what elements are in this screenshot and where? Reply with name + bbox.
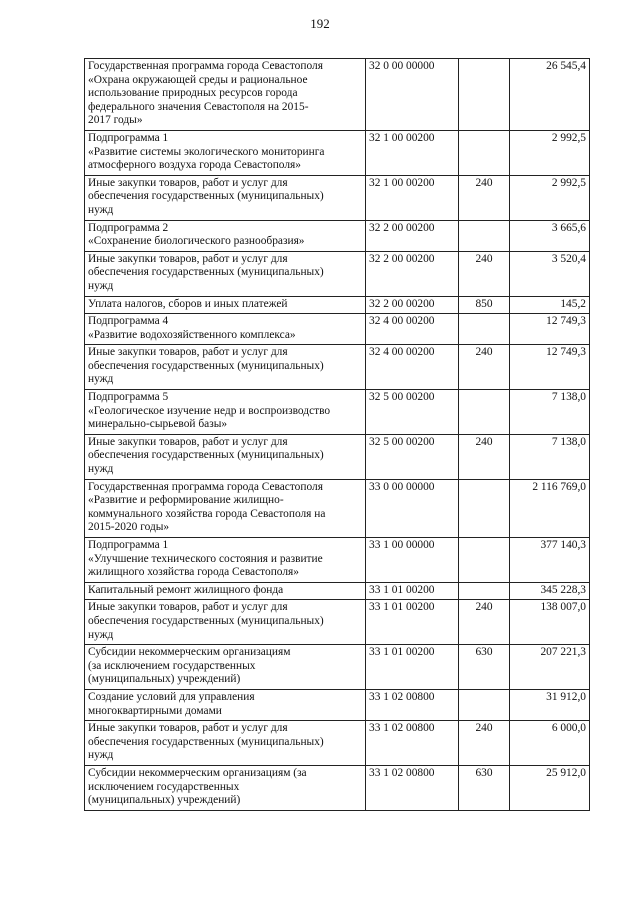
row-name-cell: Иные закупки товаров, работ и услуг для обеспечения государственных (муниципальных) нужд	[85, 721, 366, 766]
table-row	[85, 314, 590, 345]
table-row	[85, 689, 590, 720]
row-amount-cell: 6 000,0	[510, 721, 590, 766]
row-name-cell: Подпрограмма 4 «Развитие водохозяйственного комплекса»	[85, 314, 366, 345]
row-expense-type-cell: 240	[459, 434, 510, 479]
row-code-cell: 33 1 01 00200	[366, 600, 459, 645]
row-amount-cell: 7 138,0	[510, 390, 590, 435]
table-row	[85, 721, 590, 766]
table-row	[85, 434, 590, 479]
row-expense-type-cell: 240	[459, 345, 510, 390]
row-amount-cell: 2 992,5	[510, 130, 590, 175]
row-amount-cell: 31 912,0	[510, 689, 590, 720]
row-name-cell: Подпрограмма 1 «Развитие системы экологического мониторинга атмосферного воздуха города Севастополя»	[85, 130, 366, 175]
row-code-cell: 32 2 00 00200	[366, 251, 459, 296]
row-amount-cell: 12 749,3	[510, 314, 590, 345]
row-code-cell: 33 1 02 00800	[366, 721, 459, 766]
row-expense-type-cell	[459, 59, 510, 131]
table-row	[85, 600, 590, 645]
row-name-cell: Субсидии некоммерческим организациям (за исключением государственных (муниципальных) учреждений)	[85, 765, 366, 810]
row-code-cell: 32 5 00 00200	[366, 390, 459, 435]
row-name-cell: Подпрограмма 5 «Геологическое изучение недр и воспроизводство минерально-сырьевой базы»	[85, 390, 366, 435]
row-code-cell: 33 1 02 00800	[366, 689, 459, 720]
row-code-cell: 32 5 00 00200	[366, 434, 459, 479]
table-row	[85, 251, 590, 296]
table-row	[85, 59, 590, 131]
row-code-cell: 32 2 00 00200	[366, 296, 459, 314]
row-expense-type-cell: 240	[459, 251, 510, 296]
row-expense-type-cell	[459, 130, 510, 175]
row-expense-type-cell	[459, 314, 510, 345]
row-name-cell: Субсидии некоммерческим организациям (за исключением государственных (муниципальных) учреждений)	[85, 645, 366, 690]
table-row	[85, 582, 590, 600]
row-code-cell: 33 1 00 00000	[366, 538, 459, 583]
row-expense-type-cell	[459, 479, 510, 537]
table-row	[85, 538, 590, 583]
row-amount-cell: 26 545,4	[510, 59, 590, 131]
row-name-cell: Иные закупки товаров, работ и услуг для обеспечения государственных (муниципальных) нужд	[85, 251, 366, 296]
row-expense-type-cell	[459, 390, 510, 435]
row-name-cell: Иные закупки товаров, работ и услуг для обеспечения государственных (муниципальных) нужд	[85, 345, 366, 390]
row-expense-type-cell	[459, 689, 510, 720]
row-amount-cell: 377 140,3	[510, 538, 590, 583]
row-name-cell: Иные закупки товаров, работ и услуг для обеспечения государственных (муниципальных) нужд	[85, 600, 366, 645]
budget-table	[84, 58, 590, 811]
row-expense-type-cell	[459, 538, 510, 583]
row-code-cell: 33 1 01 00200	[366, 645, 459, 690]
table-row	[85, 296, 590, 314]
row-name-cell: Подпрограмма 1 «Улучшение технического состояния и развитие жилищного хозяйства города Севастополя»	[85, 538, 366, 583]
row-expense-type-cell: 240	[459, 175, 510, 220]
row-name-cell: Иные закупки товаров, работ и услуг для обеспечения государственных (муниципальных) нужд	[85, 434, 366, 479]
row-expense-type-cell: 630	[459, 645, 510, 690]
row-code-cell: 32 1 00 00200	[366, 175, 459, 220]
row-code-cell: 33 0 00 00000	[366, 479, 459, 537]
row-name-cell: Уплата налогов, сборов и иных платежей	[85, 296, 366, 314]
row-name-cell: Государственная программа города Севастополя «Развитие и реформирование жилищно- коммунального хозяйства города Севастополя на 2015-2020 годы»	[85, 479, 366, 537]
row-amount-cell: 345 228,3	[510, 582, 590, 600]
row-code-cell: 32 4 00 00200	[366, 345, 459, 390]
row-amount-cell: 12 749,3	[510, 345, 590, 390]
row-name-cell: Подпрограмма 2 «Сохранение биологического разнообразия»	[85, 220, 366, 251]
table-row	[85, 345, 590, 390]
row-code-cell: 33 1 01 00200	[366, 582, 459, 600]
row-expense-type-cell	[459, 582, 510, 600]
row-code-cell: 32 4 00 00200	[366, 314, 459, 345]
row-amount-cell: 3 665,6	[510, 220, 590, 251]
row-amount-cell: 7 138,0	[510, 434, 590, 479]
table-row	[85, 390, 590, 435]
table-row	[85, 220, 590, 251]
row-name-cell: Создание условий для управления многоквартирными домами	[85, 689, 366, 720]
row-expense-type-cell: 850	[459, 296, 510, 314]
row-name-cell: Государственная программа города Севастополя «Охрана окружающей среды и рациональное использование природных ресурсов города федерального значения Севастополя на 2015- 2017 годы»	[85, 59, 366, 131]
row-name-cell: Капитальный ремонт жилищного фонда	[85, 582, 366, 600]
row-expense-type-cell: 630	[459, 765, 510, 810]
row-code-cell: 32 1 00 00200	[366, 130, 459, 175]
table-row	[85, 479, 590, 537]
budget-table-body	[85, 59, 590, 811]
table-row	[85, 175, 590, 220]
row-amount-cell: 207 221,3	[510, 645, 590, 690]
row-expense-type-cell: 240	[459, 600, 510, 645]
row-amount-cell: 25 912,0	[510, 765, 590, 810]
row-code-cell: 33 1 02 00800	[366, 765, 459, 810]
table-row	[85, 765, 590, 810]
row-expense-type-cell	[459, 220, 510, 251]
row-expense-type-cell: 240	[459, 721, 510, 766]
row-amount-cell: 3 520,4	[510, 251, 590, 296]
row-code-cell: 32 2 00 00200	[366, 220, 459, 251]
table-row	[85, 130, 590, 175]
page-number: 192	[310, 16, 330, 31]
row-amount-cell: 145,2	[510, 296, 590, 314]
table-row	[85, 645, 590, 690]
row-amount-cell: 2 116 769,0	[510, 479, 590, 537]
row-amount-cell: 2 992,5	[510, 175, 590, 220]
row-code-cell: 32 0 00 00000	[366, 59, 459, 131]
row-amount-cell: 138 007,0	[510, 600, 590, 645]
row-name-cell: Иные закупки товаров, работ и услуг для обеспечения государственных (муниципальных) нужд	[85, 175, 366, 220]
